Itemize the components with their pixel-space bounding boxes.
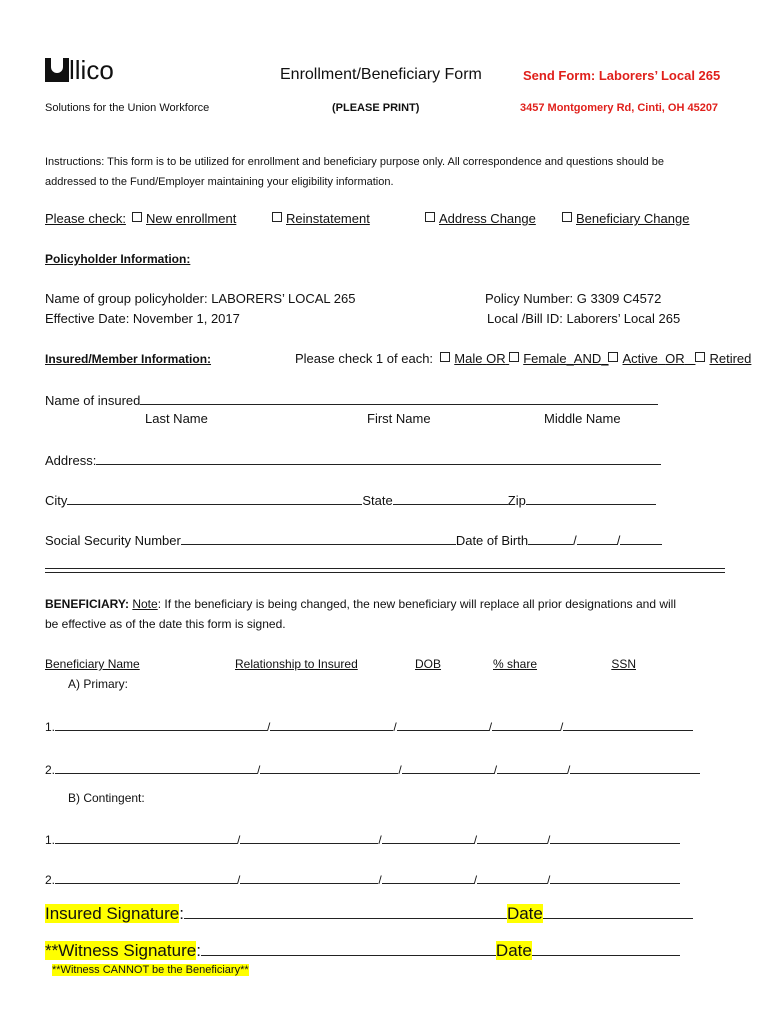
relationship-field[interactable] bbox=[260, 760, 398, 774]
primary-row-1: 1. / / / / bbox=[45, 717, 693, 734]
checkbox-icon[interactable] bbox=[132, 212, 142, 222]
checkbox-icon[interactable] bbox=[272, 212, 282, 222]
share-field[interactable] bbox=[477, 870, 547, 884]
group-policyholder: Name of group policyholder: LABORERS’ LOCAL 265 bbox=[45, 291, 356, 306]
contingent-row-2: 2. / / / / bbox=[45, 870, 680, 887]
insured-date-label: Date bbox=[506, 904, 543, 923]
contingent-label: B) Contingent: bbox=[68, 791, 145, 805]
logo bbox=[45, 55, 114, 86]
tagline: Solutions for the Union Workforce bbox=[45, 102, 210, 114]
insured-heading: Insured/Member Information: bbox=[45, 352, 212, 366]
checkbox-icon[interactable] bbox=[425, 212, 435, 222]
checkbox-icon[interactable] bbox=[695, 352, 705, 362]
primary-label: A) Primary: bbox=[68, 677, 128, 691]
col-share: % share bbox=[493, 657, 538, 671]
checkbox-icon[interactable] bbox=[562, 212, 572, 222]
dob-year-field[interactable] bbox=[620, 531, 662, 545]
instructions-line1: Instructions: This form is to be utilized for enrollment and beneficiary purpose only. All correspondence and questions should be bbox=[45, 156, 664, 168]
beneficiary-name-field[interactable] bbox=[55, 717, 267, 731]
insured-signature-row: Insured Signature: Date bbox=[45, 902, 693, 924]
address-row: Address: bbox=[45, 451, 661, 468]
insured-date-field[interactable] bbox=[543, 902, 693, 919]
beneficiary-name-field[interactable] bbox=[55, 760, 257, 774]
option-retired[interactable]: Retired bbox=[695, 351, 751, 366]
local-bill-id: Local /Bill ID: Laborers’ Local 265 bbox=[487, 311, 681, 326]
checkbox-icon[interactable] bbox=[509, 352, 519, 362]
witness-date-label: Date bbox=[495, 941, 532, 960]
effective-date: Effective Date: November 1, 2017 bbox=[45, 311, 240, 326]
middle-name-label: Middle Name bbox=[544, 411, 621, 426]
beneficiary-note-line2: be effective as of the date this form is signed. bbox=[45, 617, 286, 631]
form-title: Enrollment/Beneficiary Form bbox=[280, 66, 482, 83]
col-dob: DOB bbox=[415, 657, 442, 671]
witness-signature-field[interactable] bbox=[201, 939, 496, 956]
checkbox-icon[interactable] bbox=[608, 352, 618, 362]
option-new-enrollment[interactable]: New enrollment bbox=[132, 211, 272, 226]
policy-number: Policy Number: G 3309 C4572 bbox=[485, 291, 662, 306]
beneficiary-name-field[interactable] bbox=[55, 870, 237, 884]
send-to: Send Form: Laborers’ Local 265 bbox=[523, 68, 721, 83]
option-active[interactable]: Active OR bbox=[608, 351, 695, 366]
logo-u-mark bbox=[45, 58, 69, 82]
address-field[interactable] bbox=[96, 451, 661, 465]
share-field[interactable] bbox=[492, 717, 560, 731]
dob-day-field[interactable] bbox=[577, 531, 617, 545]
insured-signature-label: Insured Signature bbox=[45, 904, 180, 923]
dob-field[interactable] bbox=[397, 717, 489, 731]
option-female[interactable]: Female_AND_ bbox=[509, 351, 608, 366]
ssn-field[interactable] bbox=[563, 717, 693, 731]
witness-note: **Witness CANNOT be the Beneficiary** bbox=[52, 964, 249, 976]
beneficiary-name-field[interactable] bbox=[55, 830, 237, 844]
ssn-field[interactable] bbox=[550, 870, 680, 884]
witness-signature-row: **Witness Signature: Date bbox=[45, 939, 680, 961]
city-state-zip-row: City State Zip bbox=[45, 491, 656, 508]
name-of-insured-row: Name of insured bbox=[45, 391, 658, 408]
col-beneficiary-name: Beneficiary Name bbox=[45, 657, 140, 671]
ssn-field[interactable] bbox=[181, 531, 456, 545]
please-print: (PLEASE PRINT) bbox=[332, 102, 420, 114]
last-name-label: Last Name bbox=[145, 411, 208, 426]
dob-month-field[interactable] bbox=[528, 531, 573, 545]
check-label: Please check: bbox=[45, 211, 126, 226]
logo-text: llico bbox=[69, 55, 114, 85]
beneficiary-note-line1: BENEFICIARY: Note: If the beneficiary is being changed, the new beneficiary will replace all prior designations and will bbox=[45, 597, 676, 611]
option-reinstatement[interactable]: Reinstatement bbox=[272, 211, 422, 226]
insured-signature-field[interactable] bbox=[184, 902, 507, 919]
share-field[interactable] bbox=[477, 830, 547, 844]
col-ssn: SSN bbox=[611, 657, 636, 671]
ssn-field[interactable] bbox=[550, 830, 680, 844]
option-beneficiary-change[interactable]: Beneficiary Change bbox=[562, 211, 689, 226]
name-of-insured-field[interactable] bbox=[140, 391, 658, 405]
dob-field[interactable] bbox=[382, 830, 474, 844]
zip-field[interactable] bbox=[526, 491, 656, 505]
primary-row-2: 2. / / / / bbox=[45, 760, 700, 777]
checkbox-icon[interactable] bbox=[440, 352, 450, 362]
gender-status-check: Please check 1 of each: Male OR Female_AND_ Active OR Retired bbox=[295, 351, 752, 366]
dob-field[interactable] bbox=[402, 760, 494, 774]
ssn-field[interactable] bbox=[570, 760, 700, 774]
policyholder-heading: Policyholder Information: bbox=[45, 252, 191, 266]
state-field[interactable] bbox=[393, 491, 508, 505]
witness-signature-label: **Witness Signature bbox=[45, 941, 197, 960]
option-address-change[interactable]: Address Change bbox=[425, 211, 560, 226]
witness-date-field[interactable] bbox=[532, 939, 680, 956]
contingent-row-1: 1. / / / / bbox=[45, 830, 680, 847]
ssn-dob-row: Social Security Number Date of Birth / / bbox=[45, 531, 662, 548]
relationship-field[interactable] bbox=[270, 717, 393, 731]
section-divider bbox=[45, 568, 725, 573]
dob-field[interactable] bbox=[382, 870, 474, 884]
col-relationship: Relationship to Insured bbox=[235, 657, 358, 671]
city-field[interactable] bbox=[67, 491, 362, 505]
relationship-field[interactable] bbox=[240, 870, 378, 884]
send-address: 3457 Montgomery Rd, Cinti, OH 45207 bbox=[520, 102, 719, 114]
first-name-label: First Name bbox=[367, 411, 431, 426]
share-field[interactable] bbox=[497, 760, 567, 774]
relationship-field[interactable] bbox=[240, 830, 378, 844]
option-male[interactable]: Male OR bbox=[440, 351, 509, 366]
instructions-line2: addressed to the Fund/Employer maintaining your eligibility information. bbox=[45, 176, 394, 188]
